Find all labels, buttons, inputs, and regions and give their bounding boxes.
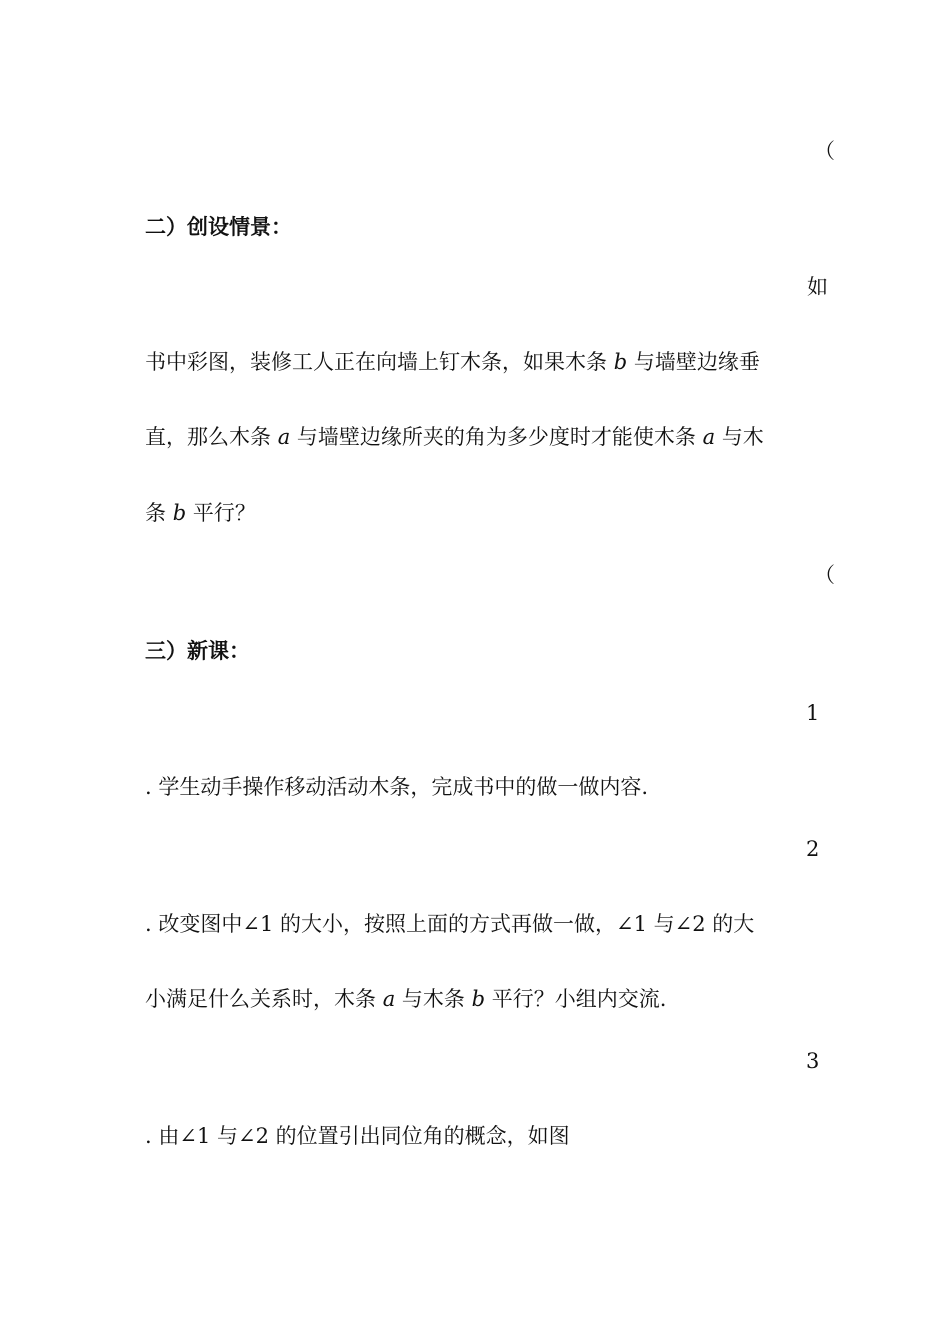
text-run: 条 — [145, 501, 166, 525]
paragraph-line — [145, 347, 760, 377]
line-start-char: 如 — [807, 275, 828, 299]
section-heading-new-lesson: 三）新课： — [145, 638, 250, 663]
variable-a: a — [702, 425, 716, 449]
text-run: 平行？ — [192, 501, 256, 525]
variable-b: b — [471, 987, 486, 1011]
text-run: 直，那么木条 — [145, 425, 271, 449]
variable-b: b — [172, 501, 187, 525]
text-run: 平行？小组内交流. — [491, 987, 667, 1011]
variable-b: b — [613, 350, 628, 374]
text-run: 书中彩图，装修工人正在向墙上钉木条，如果木条 — [145, 350, 607, 374]
section-heading-scenario: 二）创设情景： — [145, 214, 292, 239]
text-run: 与墙壁边缘所夹的角为多少度时才能使木条 — [296, 425, 696, 449]
item-number: 2 — [806, 837, 820, 861]
item-text: . 改变图中∠1 的大小，按照上面的方式再做一做，∠1 与∠2 的大 — [145, 912, 755, 936]
text-run: 与墙壁边缘垂 — [633, 350, 760, 374]
text-run: 与木 — [721, 425, 764, 449]
item-text: . 学生动手操作移动活动木条，完成书中的做一做内容. — [145, 775, 649, 799]
paragraph-line — [145, 422, 764, 452]
variable-a: a — [382, 987, 396, 1011]
paragraph-line — [145, 984, 666, 1014]
paragraph-line — [145, 498, 256, 528]
text-run: 与木条 — [401, 987, 465, 1011]
item-number: 3 — [806, 1049, 820, 1073]
item-text: . 由∠1 与∠2 的位置引出同位角的概念，如图 — [145, 1124, 570, 1148]
variable-a: a — [277, 425, 291, 449]
paren-marker: （ — [814, 563, 835, 587]
text-run: 小满足什么关系时，木条 — [145, 987, 376, 1011]
item-number: 1 — [806, 701, 820, 725]
paren-marker: （ — [814, 139, 835, 163]
